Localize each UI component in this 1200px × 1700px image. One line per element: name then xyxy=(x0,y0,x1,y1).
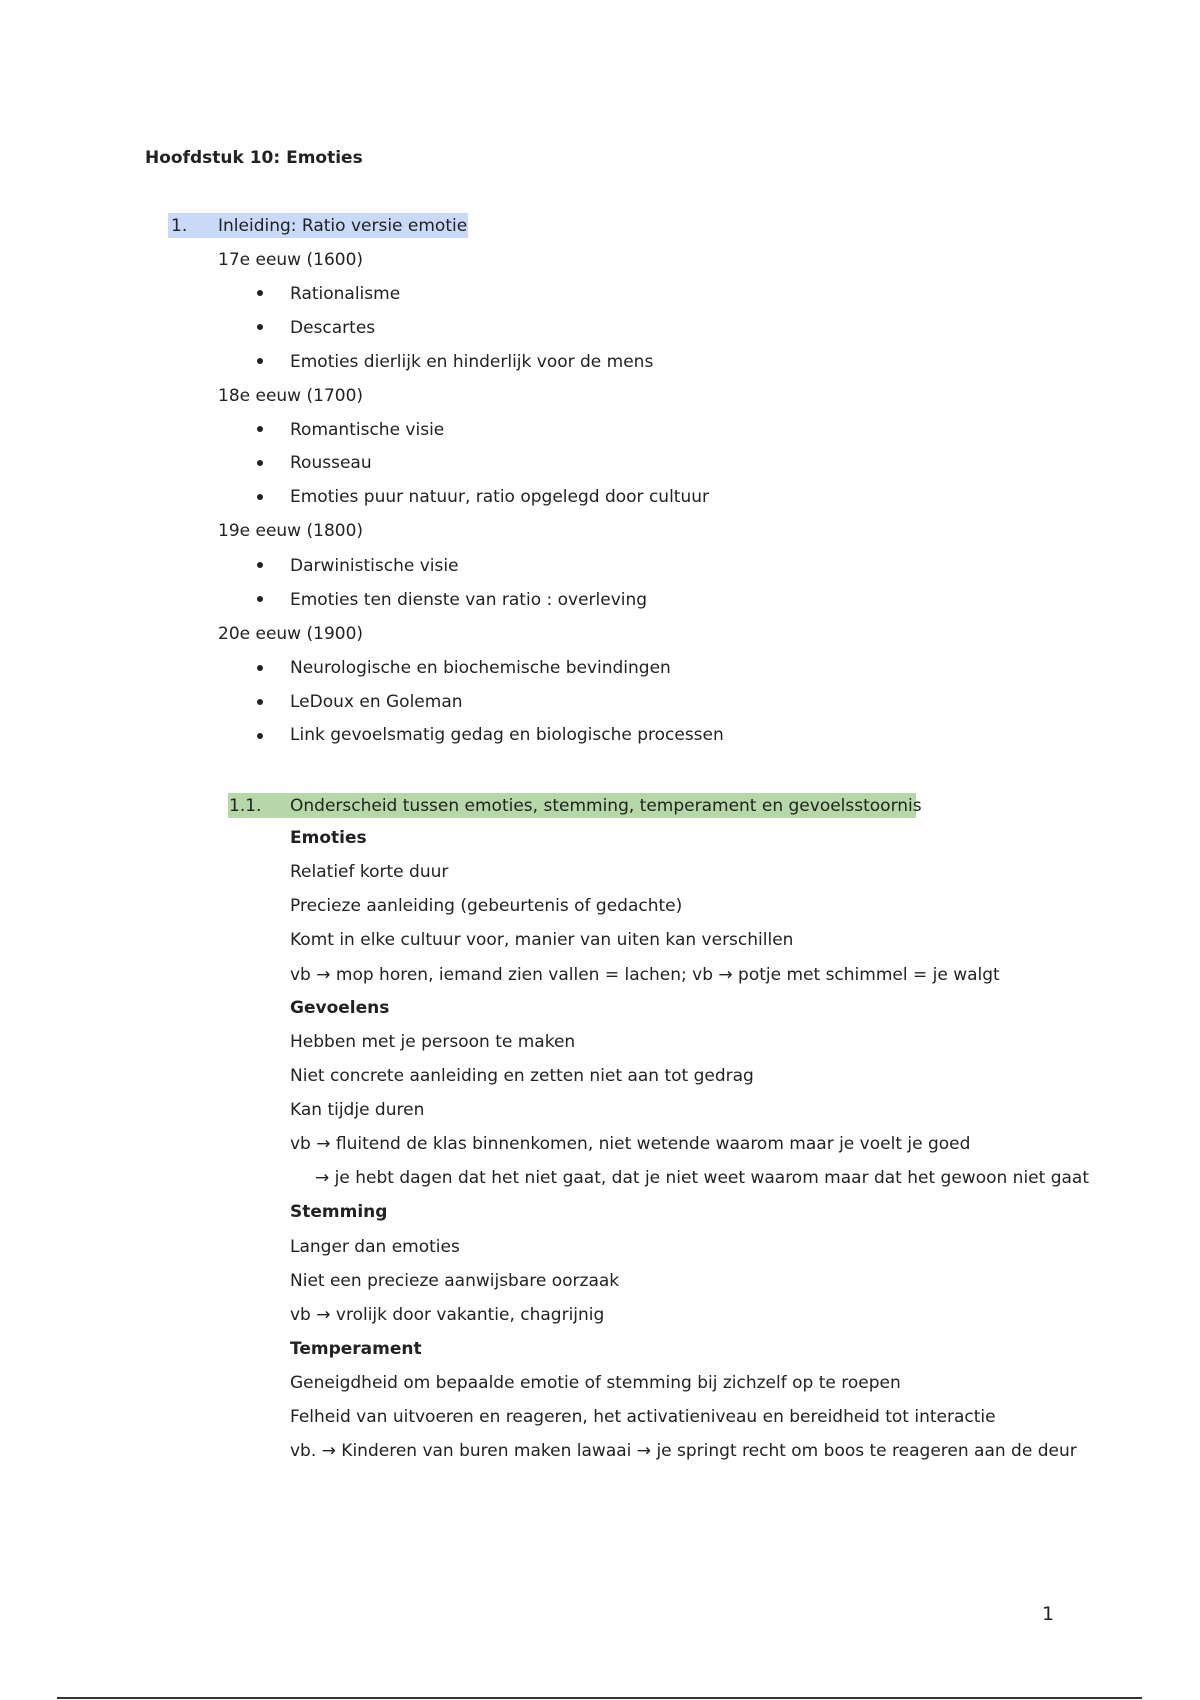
bullet-item: Romantische visie xyxy=(290,420,445,440)
body-line: Komt in elke cultuur voor, manier van uiten kan verschillen xyxy=(290,930,794,950)
bullet-item: Descartes xyxy=(290,318,376,338)
bullet-icon xyxy=(257,460,263,466)
bullet-icon xyxy=(257,699,263,705)
heading-1-text: Inleiding: Ratio versie emotie xyxy=(218,216,468,236)
era-label: 20e eeuw (1900) xyxy=(218,624,364,644)
heading-2-text: Onderscheid tussen emoties, stemming, temperament en gevoelsstoornis xyxy=(290,796,922,816)
bullet-item: Rationalisme xyxy=(290,284,401,304)
body-line: Felheid van uitvoeren en reageren, het activatieniveau en bereidheid tot interactie xyxy=(290,1407,996,1427)
body-line: Langer dan emoties xyxy=(290,1237,460,1257)
era-label: 19e eeuw (1800) xyxy=(218,521,364,541)
heading-2-number: 1.1. xyxy=(229,796,262,816)
bullet-icon xyxy=(257,426,263,432)
bullet-item: Link gevoelsmatig gedag en biologische processen xyxy=(290,725,724,745)
bullet-item: Emoties dierlijk en hinderlijk voor de mens xyxy=(290,352,654,372)
subheading-emoties: Emoties xyxy=(290,828,367,848)
era-label: 17e eeuw (1600) xyxy=(218,250,364,270)
body-line: vb → mop horen, iemand zien vallen = lachen; vb → potje met schimmel = je walgt xyxy=(290,965,1000,985)
body-line: Niet een precieze aanwijsbare oorzaak xyxy=(290,1271,620,1291)
bullet-item: Emoties puur natuur, ratio opgelegd door cultuur xyxy=(290,487,709,507)
bullet-icon xyxy=(257,290,263,296)
bullet-icon xyxy=(257,733,263,739)
era-label: 18e eeuw (1700) xyxy=(218,386,364,406)
chapter-title: Hoofdstuk 10: Emoties xyxy=(145,148,363,168)
bullet-icon xyxy=(257,324,263,330)
page-number: 1 xyxy=(1042,1603,1055,1625)
bullet-item: Rousseau xyxy=(290,453,372,473)
body-line: Relatief korte duur xyxy=(290,862,449,882)
bullet-icon xyxy=(257,596,263,602)
bullet-item: LeDoux en Goleman xyxy=(290,692,463,712)
bullet-item: Darwinistische visie xyxy=(290,556,459,576)
body-line: Kan tijdje duren xyxy=(290,1100,425,1120)
bullet-item: Emoties ten dienste van ratio : overleving xyxy=(290,590,648,610)
bullet-icon xyxy=(257,562,263,568)
body-line: vb → vrolijk door vakantie, chagrijnig xyxy=(290,1305,605,1325)
body-line: vb → fluitend de klas binnenkomen, niet wetende waarom maar je voelt je goed xyxy=(290,1134,971,1154)
body-line: Hebben met je persoon te maken xyxy=(290,1032,576,1052)
body-line: vb. → Kinderen van buren maken lawaai → je springt recht om boos te reageren aan de deur xyxy=(290,1441,1077,1461)
footer-divider xyxy=(57,1697,1142,1699)
bullet-icon xyxy=(257,358,263,364)
bullet-icon xyxy=(257,665,263,671)
subheading-gevoelens: Gevoelens xyxy=(290,998,390,1018)
bullet-icon xyxy=(257,494,263,500)
body-line: Geneigdheid om bepaalde emotie of stemming bij zichzelf op te roepen xyxy=(290,1373,901,1393)
subheading-stemming: Stemming xyxy=(290,1202,388,1222)
body-line: Niet concrete aanleiding en zetten niet aan tot gedrag xyxy=(290,1066,754,1086)
subheading-temperament: Temperament xyxy=(290,1339,422,1359)
body-line: Precieze aanleiding (gebeurtenis of gedachte) xyxy=(290,896,683,916)
body-line: → je hebt dagen dat het niet gaat, dat je niet weet waarom maar dat het gewoon niet gaat xyxy=(315,1168,1089,1188)
bullet-item: Neurologische en biochemische bevindingen xyxy=(290,658,671,678)
heading-1-number: 1. xyxy=(171,216,188,236)
